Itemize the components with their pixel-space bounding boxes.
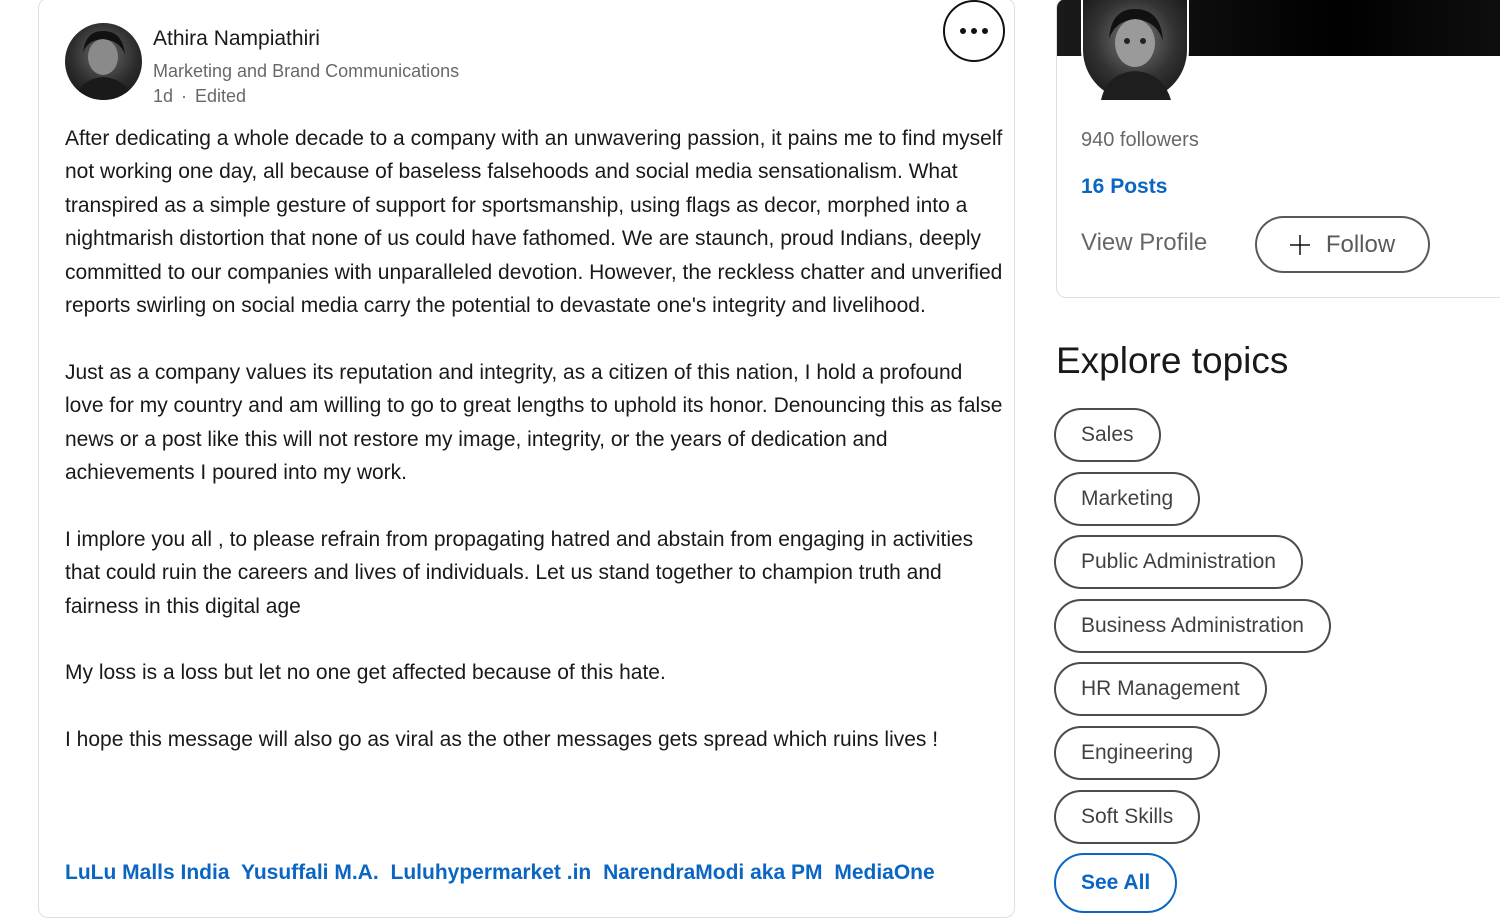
post-paragraph: After dedicating a whole decade to a company with an unwavering passion, it pains me to find myself not working one day, all because of baseless falsehoods and social media sensationalism. What transpired as a simple gesture of support for sportsmanship, using flags as decor, morphed into a nightmarish distortion that none of us could have fathomed. We are staunch, proud Indians, deeply committed to our companies with unparalleled devotion. However, the reckless chatter and unverified reports swirling on social media carry the potential to devastate one's integrity and livelihood.: [65, 127, 1003, 318]
plus-icon: [1290, 235, 1310, 255]
see-all-button[interactable]: See All: [1054, 853, 1177, 913]
topic-pill-engineering[interactable]: Engineering: [1054, 726, 1220, 780]
mention-link[interactable]: NarendraModi aka PM: [603, 861, 823, 884]
author-avatar[interactable]: [65, 23, 142, 100]
post-paragraph: My loss is a loss but let no one get affected because of this hate.: [65, 661, 666, 685]
topic-pill-soft-skills[interactable]: Soft Skills: [1054, 790, 1200, 844]
author-name[interactable]: Athira Nampiathiri: [153, 27, 320, 50]
post-meta: [153, 86, 246, 107]
edited-label: Edited: [195, 86, 247, 106]
topic-pill-public-administration[interactable]: Public Administration: [1054, 535, 1303, 589]
post-card: [38, 0, 1015, 918]
post-body: [65, 122, 1005, 790]
mention-link[interactable]: Yusuffali M.A.: [240, 861, 379, 884]
mention-link[interactable]: Luluhypermarket .in: [390, 861, 592, 884]
post-paragraph: I hope this message will also go as viral as the other messages gets spread which ruins lives !: [65, 728, 939, 752]
profile-avatar[interactable]: [1081, 0, 1189, 102]
more-options-button[interactable]: [943, 0, 1005, 62]
ellipsis-icon: [960, 28, 988, 34]
meta-separator: ·: [181, 86, 188, 106]
post-paragraph: I implore you all , to please refrain from propagating hatred and abstain from engaging in activities that could ruin the careers and lives of individuals. Let us stand together to champion truth and fairness in this digital age: [65, 527, 974, 618]
post-time: 1d: [153, 86, 174, 106]
followers-count: 940 followers: [1081, 129, 1199, 151]
mention-link[interactable]: LuLu Malls India: [65, 861, 230, 884]
explore-topics-heading: Explore topics: [1056, 340, 1289, 381]
avatar-photo-icon: [65, 23, 142, 100]
view-profile-link[interactable]: View Profile: [1081, 229, 1208, 256]
post-paragraph: Just as a company values its reputation and integrity, as a citizen of this nation, I hold a profound love for my country and am willing to go to great lengths to uphold its honor. Denouncing this as false news or a post like this will not restore my image, integrity, or the years of dedication and achievements I poured into my work.: [65, 360, 1003, 485]
post-mentions: [65, 856, 995, 901]
topic-pill-sales[interactable]: Sales: [1054, 408, 1161, 462]
profile-card: [1056, 0, 1500, 298]
topic-pill-hr-management[interactable]: HR Management: [1054, 662, 1267, 716]
topic-pill-business-administration[interactable]: Business Administration: [1054, 599, 1331, 653]
topic-pill-marketing[interactable]: Marketing: [1054, 472, 1200, 526]
follow-label: Follow: [1325, 230, 1396, 258]
posts-link[interactable]: 16 Posts: [1081, 175, 1168, 198]
mention-link[interactable]: MediaOne: [834, 861, 935, 884]
follow-button[interactable]: [1255, 216, 1430, 273]
profile-photo-icon: [1083, 0, 1187, 100]
author-headline: Marketing and Brand Communications: [153, 61, 460, 81]
